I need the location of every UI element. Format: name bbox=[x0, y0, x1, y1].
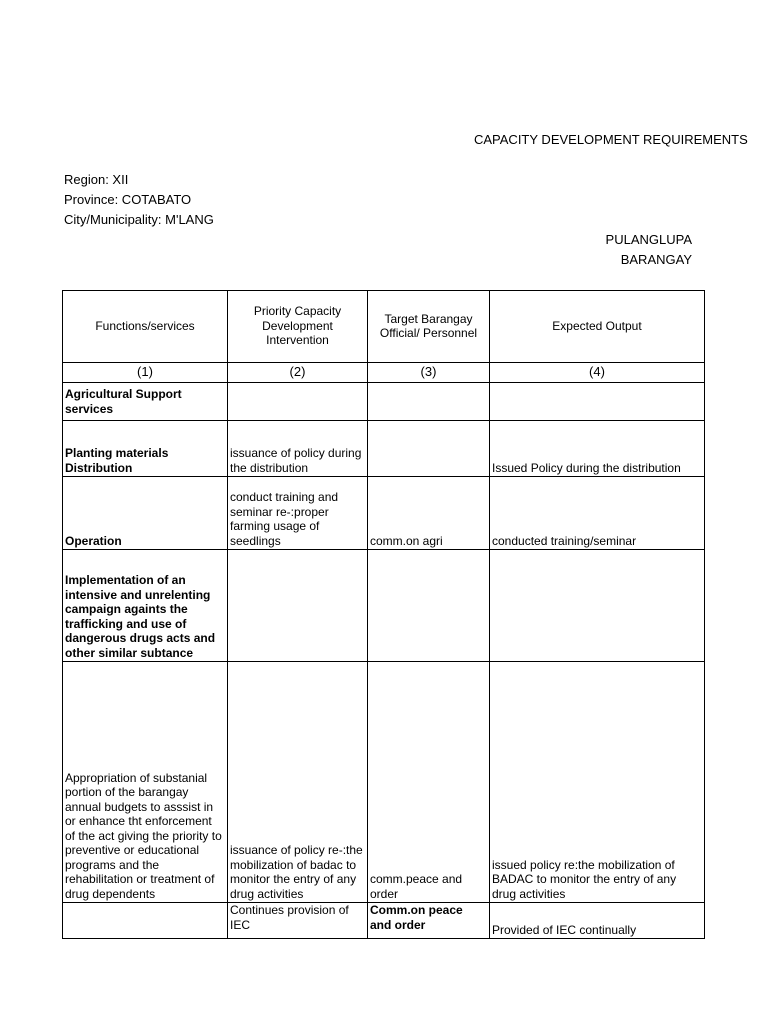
function-cell: Agricultural Support services bbox=[63, 383, 228, 421]
function-cell: Appropriation of substanial portion of the barangay annual budgets to asssist in or enhance tht enforcement of the act giving the priority to preventive or educational programs and the rehabilitation or treatment of drug dependents bbox=[63, 662, 228, 903]
capacity-development-table bbox=[62, 290, 705, 939]
function-cell: Operation bbox=[63, 477, 228, 550]
target-cell bbox=[368, 421, 490, 477]
column-number: (3) bbox=[368, 363, 490, 383]
table-row bbox=[63, 383, 705, 421]
target-cell: Comm.on peace and order bbox=[368, 903, 490, 939]
table-row bbox=[63, 550, 705, 662]
function-cell: Planting materials Distribution bbox=[63, 421, 228, 477]
output-cell: Provided of IEC continually bbox=[490, 903, 705, 939]
city-municipality-label: City/Municipality: M'LANG bbox=[64, 212, 214, 227]
column-number: (4) bbox=[490, 363, 705, 383]
column-number-row bbox=[63, 363, 705, 383]
intervention-cell: conduct training and seminar re-:proper farming usage of seedlings bbox=[228, 477, 368, 550]
column-header-target: Target Barangay Official/ Personnel bbox=[368, 291, 490, 363]
output-cell: issued policy re:the mobilization of BADAC to monitor the entry of any drug activities bbox=[490, 662, 705, 903]
barangay-name: PULANGLUPA bbox=[605, 232, 692, 247]
column-number: (2) bbox=[228, 363, 368, 383]
table-header-row bbox=[63, 291, 705, 363]
table-row bbox=[63, 662, 705, 903]
intervention-cell: Continues provision of IEC bbox=[228, 903, 368, 939]
column-number: (1) bbox=[63, 363, 228, 383]
table-row bbox=[63, 477, 705, 550]
intervention-cell bbox=[228, 383, 368, 421]
province-label: Province: COTABATO bbox=[64, 192, 192, 207]
target-cell: comm.on agri bbox=[368, 477, 490, 550]
intervention-cell: issuance of policy during the distribution bbox=[228, 421, 368, 477]
barangay-label: BARANGAY bbox=[620, 252, 692, 267]
target-cell: comm.peace and order bbox=[368, 662, 490, 903]
table-row bbox=[63, 903, 705, 939]
region-label: Region: XII bbox=[64, 172, 129, 187]
output-cell bbox=[490, 383, 705, 421]
output-cell bbox=[490, 550, 705, 662]
column-header-output: Expected Output bbox=[490, 291, 705, 363]
column-header-functions: Functions/services bbox=[63, 291, 228, 363]
output-cell: Issued Policy during the distribution bbox=[490, 421, 705, 477]
function-cell bbox=[63, 903, 228, 939]
intervention-cell: issuance of policy re-:the mobilization of badac to monitor the entry of any drug activities bbox=[228, 662, 368, 903]
column-header-intervention: Priority Capacity Development Intervention bbox=[228, 291, 368, 363]
intervention-cell bbox=[228, 550, 368, 662]
document-title: CAPACITY DEVELOPMENT REQUIREMENTS bbox=[474, 132, 748, 147]
target-cell bbox=[368, 383, 490, 421]
output-cell: conducted training/seminar bbox=[490, 477, 705, 550]
function-cell: Implementation of an intensive and unrelenting campaign againts the trafficking and use of dangerous drugs acts and other similar subtance bbox=[63, 550, 228, 662]
target-cell bbox=[368, 550, 490, 662]
table-row bbox=[63, 421, 705, 477]
